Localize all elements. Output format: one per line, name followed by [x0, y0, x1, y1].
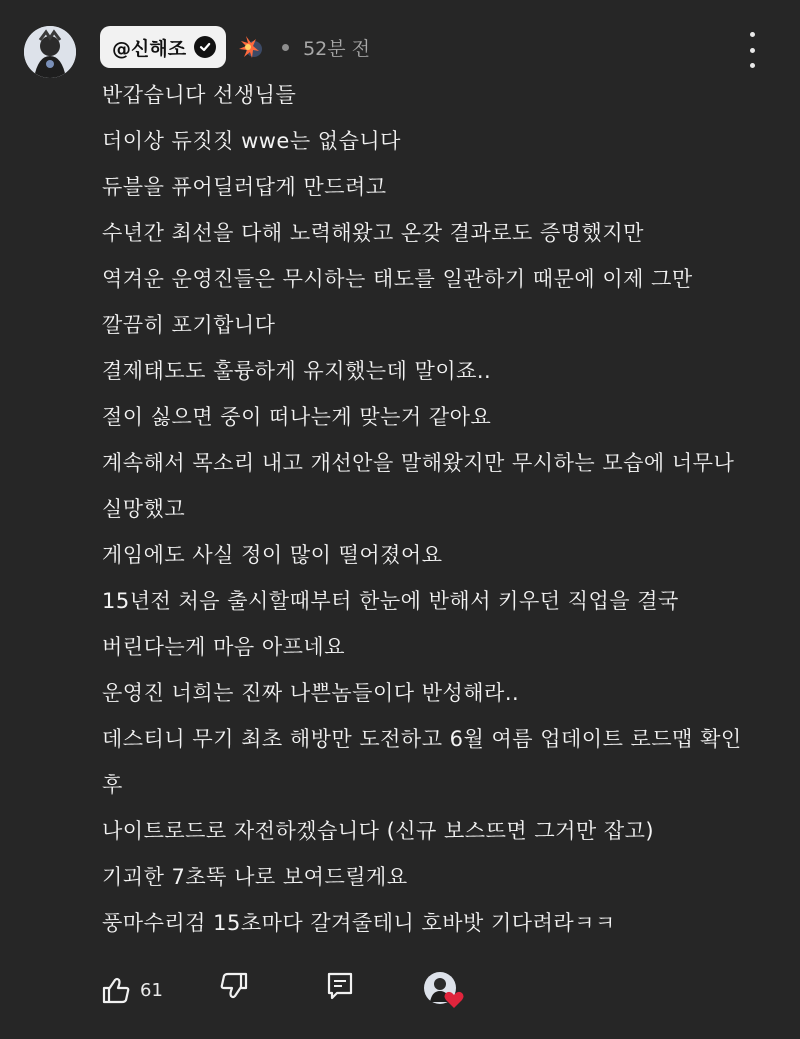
- comment-line: 게임에도 사실 정이 많이 떨어졌어요: [102, 543, 443, 567]
- comment-line: 계속해서 목소리 내고 개선안을 말해왔지만 무시하는 모습에 너무나: [102, 451, 735, 475]
- comment-actions: [100, 970, 163, 1010]
- thumbs-up-icon: [100, 974, 132, 1006]
- comment-line: 기괴한 7초뚝 나로 보여드릴게요: [102, 865, 408, 889]
- flame-badge-icon: [236, 32, 266, 62]
- comment-header: [100, 26, 370, 68]
- comment-line: 더이상 듀짓짓 wwe는 없습니다: [102, 129, 401, 153]
- author-handle-chip[interactable]: [100, 26, 226, 68]
- comment-line: 버린다는게 마음 아프네요: [102, 635, 345, 659]
- creator-heart: [422, 970, 466, 1010]
- comment-line: 15년전 처음 출시할때부터 한눈에 반해서 키우던 직업을 결국: [102, 589, 679, 613]
- author-avatar[interactable]: [24, 26, 76, 78]
- like-button[interactable]: [100, 974, 163, 1006]
- comment-line: 깔끔히 포기합니다: [102, 313, 276, 337]
- separator-dot: [282, 44, 289, 51]
- comment-time: 52분 전: [303, 37, 370, 60]
- comment-line: 수년간 최선을 다해 노력해왔고 온갖 결과로도 증명했지만: [102, 221, 644, 245]
- comment-line: 결제태도도 훌륭하게 유지했는데 말이죠..: [102, 359, 492, 383]
- comment-line: 역겨운 운영진들은 무시하는 태도를 일관하기 때문에 이제 그만: [102, 267, 693, 291]
- more-vertical-icon[interactable]: [740, 32, 764, 68]
- dislike-button[interactable]: [218, 970, 250, 1002]
- comment-line: 풍마수리검 15초마다 갈겨줄테니 호바밧 기다려라ㅋㅋ: [102, 911, 616, 935]
- comment-line: 실망했고: [102, 497, 186, 521]
- comment-line: 운영진 너희는 진짜 나쁜놈들이다 반성해라..: [102, 681, 520, 705]
- comment-body: [102, 72, 782, 946]
- verified-check-icon: [194, 36, 216, 58]
- comment-line: 절이 싫으면 중이 떠나는게 맞는거 같아요: [102, 405, 492, 429]
- reply-button[interactable]: [324, 970, 356, 1002]
- comment-line: 나이트로드로 자전하겠습니다 (신규 보스뜨면 그거만 잡고): [102, 819, 655, 843]
- comment-line: 듀블을 퓨어딜러답게 만드려고: [102, 175, 387, 199]
- author-handle[interactable]: @신해조: [112, 37, 187, 60]
- comment-line: 후: [102, 773, 123, 797]
- like-count: 61: [140, 979, 163, 1001]
- thumbs-down-icon: [218, 970, 250, 1002]
- comment-line: 데스티니 무기 최초 해방만 도전하고 6월 여름 업데이트 로드맵 확인: [102, 727, 742, 751]
- comment-line: 반갑습니다 선생님들: [102, 83, 297, 107]
- reply-icon: [324, 970, 356, 1002]
